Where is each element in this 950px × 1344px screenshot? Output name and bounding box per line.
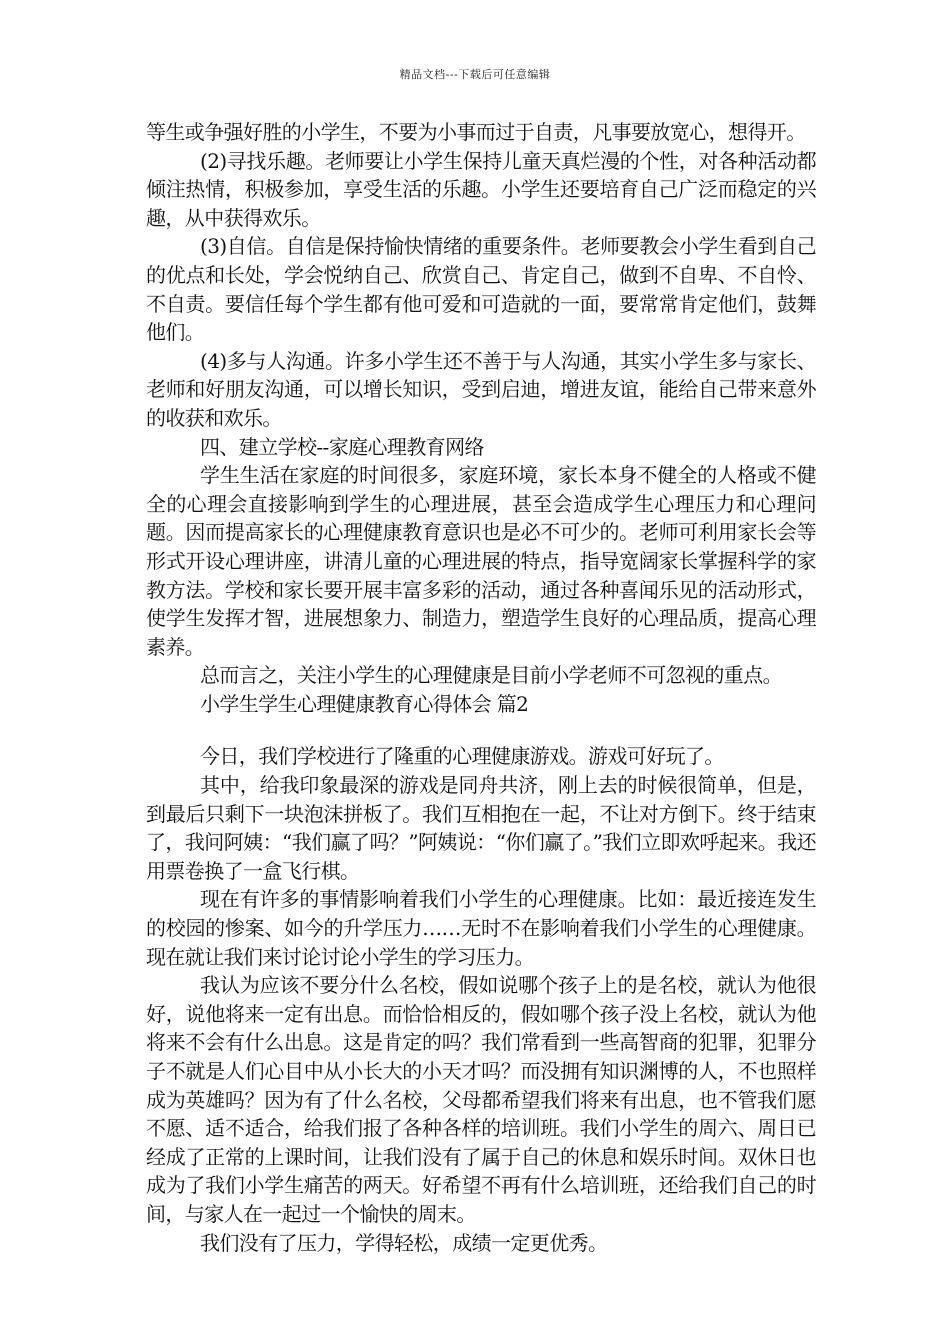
paragraph-item-2: (2)寻找乐趣。老师要让小学生保持儿童天真烂漫的个性，对各种活动都倾注热情，积极参加，享受生活的乐趣。小学生还要培育自己广泛而稳定的兴趣，从中获得欢乐。 [146, 148, 816, 230]
document-body [146, 118, 816, 1257]
article-title-part-2: 小学生学生心理健康教育心得体会 篇2 [200, 691, 529, 716]
section-heading: 四、建立学校--家庭心理教育网络 [200, 434, 484, 459]
paragraph-family-education: 学生生活在家庭的时间很多，家庭环境，家长本身不健全的人格或不健全的心理会直接影响到学生的心理进展，甚至会造成学生心理压力和心理问题。因而提高家长的心理健康教育意识也是必不可少的。老师可利用家长会等形式开设心理讲座，讲清儿童的心理进展的特点，指导宽阔家长掌握科学的家教方法。学校和家长要开展丰富多彩的活动，通过各种喜闻乐见的活动形式，使学生发挥才智，进展想象力、制造力，塑造学生良好的心理品质，提高心理素养。 [146, 463, 816, 659]
paragraph-item-3: (3)自信。自信是保持愉快情绪的重要条件。老师要教会小学生看到自己的优点和长处，学会悦纳自己、欣赏自己、肯定自己，做到不自卑、不自怜、不自责。要信任每个学生都有他可爱和可造就的一面，要常常肯定他们，鼓舞他们。 [146, 234, 816, 345]
paragraph-pressure-intro: 现在有许多的事情影响着我们小学生的心理健康。比如：最近接连发生的校园的惨案、如今的升学压力……无时不在影响着我们小学生的心理健康。现在就让我们来讨论讨论小学生的学习压力。 [146, 887, 816, 969]
paragraph-school-opinion: 我认为应该不要分什么名校，假如说哪个孩子上的是名校，就认为他很好，说他将来一定有出息。而恰恰相反的，假如哪个孩子没上名校，就认为他将来不会有什么出息。这是肯定的吗？我们常看到一些高智商的犯罪，犯罪分子不就是人们心目中从小长大的小天才吗？而没拥有知识渊博的人，不也照样成为英雄吗？因为有了什么名校，父母都希望我们将来有出息，也不管我们愿不愿、适不适合，给我们报了各种各样的培训班。我们小学生的周六、周日已经成了正常的上课时间，让我们没有了属于自己的休息和娱乐时间。双休日也成为了我们小学生痛苦的两天。好希望不再有什么培训班，还给我们自己的时间，与家人在一起过一个愉快的周末。 [146, 973, 816, 1226]
page-header: 精品文档---下载后可任意编辑 [399, 68, 551, 81]
paragraph-continued: 等生或争强好胜的小学生，不要为小事而过于自责，凡事要放宽心，想得开。 [146, 120, 806, 144]
paragraph-game-intro: 今日，我们学校进行了隆重的心理健康游戏。游戏可好玩了。 [200, 744, 724, 769]
paragraph-game-story: 其中，给我印象最深的游戏是同舟共济，刚上去的时候很简单，但是，到最后只剩下一块泡沫拼板了。我们互相抱在一起，不让对方倒下。终于结束了，我问阿姨：“我们赢了吗？”阿姨说：“你们赢了。”我们立即欢呼起来。我还用票卷换了一盒飞行棋。 [146, 773, 816, 883]
paragraph-item-4: (4)多与人沟通。许多小学生还不善于与人沟通，其实小学生多与家长、老师和好朋友沟通，可以增长知识，受到启迪，增进友谊，能给自己带来意外的收获和欢乐。 [146, 348, 816, 430]
paragraph-conclusion: 总而言之，关注小学生的心理健康是目前小学老师不可忽视的重点。 [200, 663, 782, 688]
paragraph-closing: 我们没有了压力，学得轻松，成绩一定更优秀。 [200, 1230, 608, 1255]
